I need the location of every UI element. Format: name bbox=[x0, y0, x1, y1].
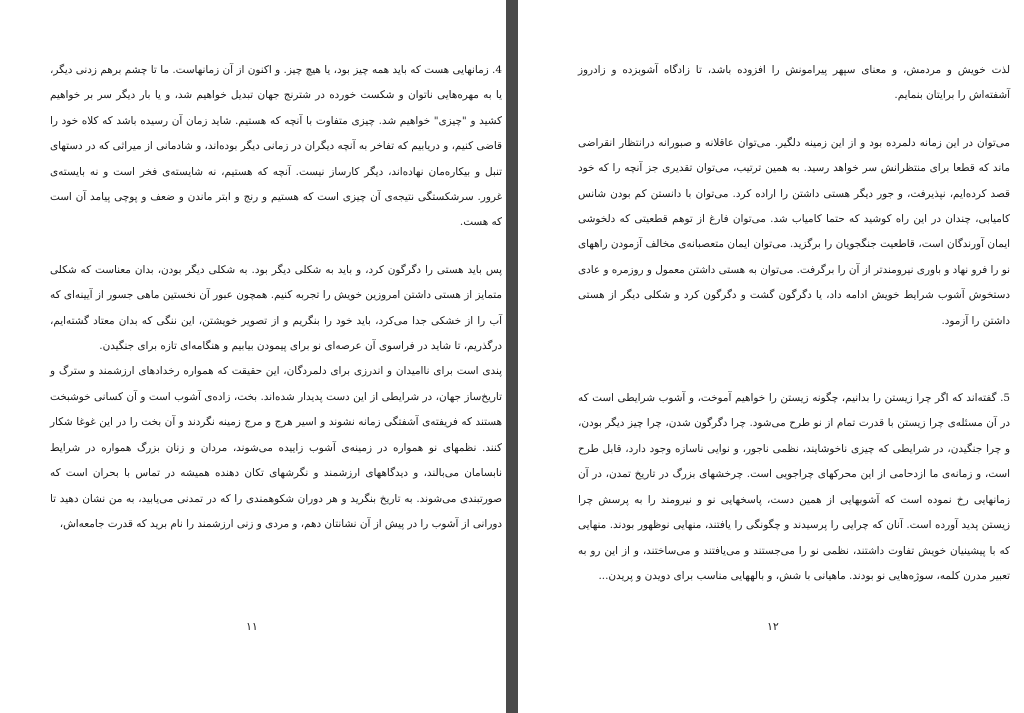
paragraph: 5. گفته‌اند که اگر چرا زیستن را بدانیم، چگونه زیستن را خواهیم آموخت، و آشوب شرایطی است که در آن مسئله‌ی چرا زیستن با قدرت تمام از نو طرح می‌شود. چرا دگرگون شدن، چرا چیز دیگر بودن، و چرا جنگیدن، در شرایطی که چیزی ناخوشایند، نظمی ناجور، و نوایی ناسازه وجود دارد، قابل طرح است، و زمانه‌ی ما ازدحامی از این محرکهای چراجویی است. چرخشهای بزرگ در تاریخ تمدن، در آن زمانهایی رخ نموده است که آشوبهایی از همین دست، پاسخهایی نو و نیرومند را به پرسش چرا زیستن پدید آورده است. آنان که چرایی را پرسیدند و چگونگی را یافتند، منهایی نوظهور بودند. منهایی که با پیشینیان خویش تفاوت داشتند، نظمی نو را می‌جستند و می‌یافتند و می‌ساختند، و از این رو به تعبیر مدرن کلمه، سوژه‌هایی نو بودند. ماهیانی با شش، و بالههایی مناسب برای دویدن و پریدن... bbox=[578, 392, 1010, 582]
right-page bbox=[518, 0, 1024, 713]
paragraph: 4. زمانهایی هست که باید همه چیز بود، یا هیچ چیز. و اکنون از آن زمانهاست. ما تا چشم برهم زدنی دیگر، یا به مهره‌هایی ناتوان و شکست خورده در شترنج جهان تبدیل خواهیم شد، و یا بار دیگر سر بر خواهیم کشید و "چیزی" خواهیم شد. چیزی متفاوت با آنچه که هستیم. شاید زمان آن رسیده باشد که کلاه خود را قاضی کنیم، و دریابیم که تفاخر به آنچه دیگران در زمانی دیگر بوده‌اند، و شادمانی از میراثی که در دستهای تنبل و بیکاره‌مان نهاده‌اند، دیگر کارساز نیست. آنچه که هستیم، نه شایسته‌ی فخر است و نه بایسته‌ی غرور. سرشکستگی نتیجه‌ی آن چیزی است که هستیم و رنج و ابتر ماندن و ضعف و پوچی پیامد آن است که هست. bbox=[50, 64, 502, 229]
book-gutter bbox=[506, 0, 518, 713]
paragraph: پندی است برای ناامیدان و اندرزی برای دلمردگان، این حقیقت که همواره رخدادهای ارزشمند و سترگ و تاریخ‌ساز جهان، در شرایطی از این دست پدیدار شده‌اند. بخت، زاده‌ی آشوب است و آن کسانی خوشبخت هستند که فریفته‌ی آشفتگی زمانه نشوند و اسیر هرج و مرج زمینه نگردند و آن بخت را در این غوغا شکار کنند. نظمهای نو همواره در زمینه‌ی آشوب زاییده می‌شوند، مردان و زنان بزرگ همواره در شرایط نابسامان می‌بالند، و دیدگاههای ارزشمند و نگرشهای تکان دهنده همیشه در تماس با بحران است که صورتبندی می‌شوند. به تاریخ بنگرید و هر دوران شکوهمندی را که در تمدنی می‌یابید، به من نشان دهید تا دورانی از آشوب را در پیش از آن نشانتان دهم، و مردی و زنی ارزشمند را نام برید که قدرت جامعه‌اش، bbox=[50, 365, 502, 530]
left-page-body bbox=[50, 58, 502, 537]
left-page bbox=[0, 0, 506, 713]
page-number: ۱۲ bbox=[767, 620, 779, 633]
right-page-body bbox=[578, 58, 1010, 589]
paragraph: می‌توان در این زمانه دلمرده بود و از این زمینه دلگیر. می‌توان عاقلانه و صبورانه درانتظار انقراضی ماند که قطعا برای منتظرانش سر خواهد رسید. به همین ترتیب، می‌توان تقدیری جز آنچه را که خود قصد کرده‌ایم، نپذیرفت، و جور دیگر هستی داشتن را اراده کرد. می‌توان با دانستن کم بودن شانس کامیابی، چندان در این راه کوشید که حتما کامیاب شد. می‌توان فارغ از توهم قطعیتی که دلخوشی ایمان آورندگان است، قاطعیت جنگجویان را برگزید. می‌توان ایمان متعصبانه‌ی مخالف آزمودن راههای نو را فرو نهاد و باوری نیرومندتر از آن را برگرفت. می‌توان به هستی داشتن معمول و روزمره و عادی دستخوش آشوب شرایط خویش ادامه داد، یا دگرگون گشت و دگرگون کرد و شکلی دیگر از هستی داشتن را آزمود. bbox=[578, 136, 1010, 327]
page-number: ۱۱ bbox=[246, 620, 258, 633]
paragraph: پس باید هستی را دگرگون کرد، و باید به شکلی دیگر بود. به شکلی دیگر بودن، بدان معناست که شکلی متمایز از هستی داشتن امروزین خویش را تجربه کنیم. همچون عبور آن نخستین ماهی جسور از آیینه‌ای که آب را از خشکی جدا می‌کرد، باید خود را بنگریم و از تصویر خویشتن، این ننگی که بدان معتاد گشته‌ایم، درگذریم، تا شاید در فراسوی آن عرصه‌ای نو برای پیمودن بیابیم و هنگامه‌ای تازه برای جنگیدن. bbox=[50, 263, 502, 353]
paragraph: لذت خویش و مردمش، و معنای سپهر پیرامونش را افزوده باشد، تا زادگاه آشوبزده و زادروز آشفته‌اش را برایتان بنمایم. bbox=[578, 64, 1010, 102]
